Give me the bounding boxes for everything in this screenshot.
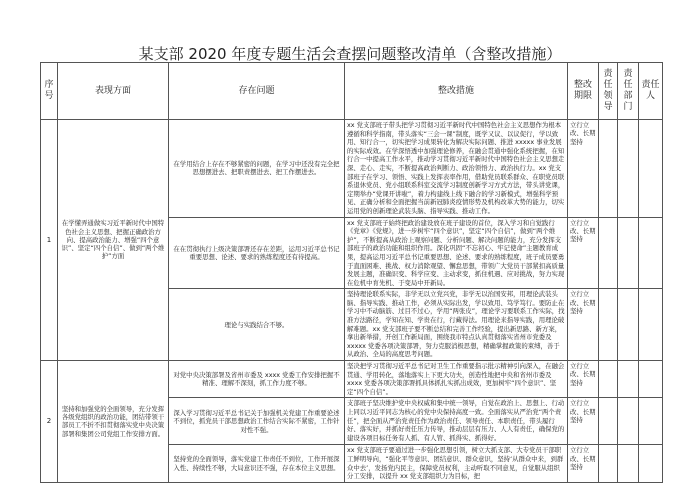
deadline-cell: 立行立改、长期坚持 bbox=[568, 120, 599, 218]
aspect-cell: 坚持和加强党的全面领导，充分发挥各级党组织的政治功能，团结带领干部员工不折不扣贯彻落实党中央决策部署和集团公司党组工作安排方面。 bbox=[58, 361, 169, 483]
deadline-cell: 立行立改、长期坚持 bbox=[568, 217, 599, 289]
leader-cell bbox=[599, 398, 618, 445]
header-deadline: 整改期限 bbox=[568, 63, 599, 120]
problem-cell: 对党中央决策部署及省州市委及 xxxx 党委工作安排把握不精准、理解不深刻，抓工作力度不够。 bbox=[169, 361, 345, 398]
dept-cell bbox=[618, 289, 639, 361]
measure-cell: 支部班子坚决维护党中央权威和集中统一领导，自觉在政治上、思想上、行动上同以习近平同志为核心的党中央保持高度一致。全面落实从严治党“两个责任”，把全面从严治党责任作为政治责任、领导责任、本职责任，带头履行好、落实好，并抓好责任压力传导，推动层层有压力、人人有责任，确保党的建设各项目标任务有人抓、有人管、抓得实、抓得好。 bbox=[345, 398, 568, 445]
measure-cell: 坚持理论联系实际，非学无以立党兴党，非学无以治国安邦，用理论武装头脑、指导实践、推动工作，必须从实际出发，学以致用、笃学笃行。要防止在学习中不动脑筋、过目不过心，学用“两张皮”，理论学习要联系工作实际，找准方法路径，学知在知、学贵在行，行藏得法。用理论来指导实践，用理论破解难题。xx 党支部班子要不断总结和完善工作经验，提出新思路、新方案，拿出新举措，开创工作新局面，围绕我市特点认真贯彻落实省州市党委及 xxxxx 党委各项决策部署，努力克服消极思想，精确掌握政策的束缚，善于从政治、全局的高度思考问题。 bbox=[345, 289, 568, 361]
aspect-cell: 在学懂弄通做实习近平新时代中国特色社会主义思想、把握正确政治方向、提高政治能力、增强“四个意识”、坚定“四个自信”、做到“两个维护”方面 bbox=[58, 120, 169, 361]
header-problem: 存在问题 bbox=[169, 63, 345, 120]
deadline-cell: 立行立改、长期坚持 bbox=[568, 361, 599, 398]
measure-cell: xx 党支部班子要通过进一步强化思想引领，树立大抓支部、大专党员干部职工鲜明导向，“强化平等意识、团结意识、群众意识，坚持‘从群众中来，到群众中去’，发扬党内民主，保障党员权利，主动听取不同意见，自觉服从组织分工安排，以提升 xx 党支部组织力为目标，把 bbox=[345, 445, 568, 482]
deadline-cell: 立行立改、长期坚持 bbox=[568, 445, 599, 482]
header-row bbox=[41, 63, 663, 120]
row-number: 2 bbox=[41, 361, 58, 483]
table-row bbox=[41, 361, 663, 398]
dept-cell bbox=[618, 398, 639, 445]
person-cell bbox=[639, 445, 663, 482]
measure-cell: xx 党支部班子始终把政治建设放在班子建设的首位，深入学习和自觉践行《党章》《党规》，进一步树牢“四个意识”，坚定“四个自信”，做到“两个维护”，不断提高从政治上观察问题、分析问题、解决问题的能力，充分发挥支部班子的政治功能和组织作用。深化巩固“不忘初心、牢记使命”主题教育成果，提高运用习近平总书记重要思想、论述、要求的熟练程度，班子成员要勇于直面困难、挑战、权力消除观望、懈怠思想，带领广大党员干部紧扣高质量发展主题，准确识变、科学应变、主动求变，抓住机遇、应对挑战，努力实现在危机中育先机、于变局中开新局。 bbox=[345, 217, 568, 289]
problem-cell: 在在贯彻执行上级决策部署还存在差距，运用习近平总书记重要思想、论述、要求的熟练程度还有待提高。 bbox=[169, 217, 345, 289]
dept-cell bbox=[618, 217, 639, 289]
problem-cell: 在学用结合上存在不够紧密的问题，在学习中还没有完全把思想摆进去、把职责摆进去、把工作摆进去。 bbox=[169, 120, 345, 218]
leader-cell bbox=[599, 361, 618, 398]
document-title: 某支部 2020 年度专题生活会查摆问题整改清单（含整改措施） bbox=[138, 45, 562, 63]
leader-cell bbox=[599, 120, 618, 218]
leader-cell bbox=[599, 289, 618, 361]
person-cell bbox=[639, 361, 663, 398]
deadline-cell: 立行立改、长期坚持 bbox=[568, 398, 599, 445]
person-cell bbox=[639, 217, 663, 289]
rectification-table bbox=[40, 62, 663, 483]
measure-cell: 坚决把学习贯彻习近平总书记对卫生工作重要指示批示精神引向深入，在融会贯通、学用转化，落地落实上下更大功夫，创造性地把中央和省州市委及 xxxx 党委各项决策部署抓具体抓扎实抓出成效，更加树牢“四个意识”、坚定“四个自信”。 bbox=[345, 361, 568, 398]
person-cell bbox=[639, 398, 663, 445]
dept-cell bbox=[618, 120, 639, 218]
header-person: 责任人 bbox=[639, 63, 663, 120]
row-number: 1 bbox=[41, 120, 58, 361]
deadline-cell: 立行立改、长期坚持 bbox=[568, 289, 599, 361]
dept-cell bbox=[618, 361, 639, 398]
header-no: 序号 bbox=[41, 63, 58, 120]
problem-cell: 理论与实践结合不够。 bbox=[169, 289, 345, 361]
problem-cell: 深入学习贯彻习近平总书记关于加强机关党建工作重要论述不到位，抓党员干部思想政治工作结合实际不紧密，工作针对性不强。 bbox=[169, 398, 345, 445]
leader-cell bbox=[599, 445, 618, 482]
header-dept: 责任部门 bbox=[618, 63, 639, 120]
person-cell bbox=[639, 289, 663, 361]
header-measure: 整改措施 bbox=[345, 63, 568, 120]
header-leader: 责任领导 bbox=[599, 63, 618, 120]
table-row bbox=[41, 120, 663, 218]
dept-cell bbox=[618, 445, 639, 482]
measure-cell: xx 党支部班子带头把学习贯彻习近平新时代中国特色社会主义思想作为根本遵循和科学指南，带头落实“三会一课”制度，既学又议、以议促行，学以致用、知行合一，切实把学习成果转化为解决实际问题、推进 xxxxx 事业发展的实际成效。在学深悟透中加强理论修养，在融会贯通中强化系统把握，在知行合一中提高工作水平，推动学习贯彻习近平新时代中国特色社会主义思想走深、走心、走实，不断提高政治判断力、政治领悟力、政治执行力。xx 党支部班子在学习、领悟、实践上发挥表率作用，借助党员联系群众、在职党员联系退休党员、党小组联系科室交流学习制度创新学习方式方法，带头讲党课，定期举办“党课开讲啦”，着力构建线上线下融合的学习新模式，增强科学预见、正确分析和全面把握当前新冠肺炎疫情形势及机构改革大势的能力，切实运用党的创新理论武装头脑、指导实践、推动工作。 bbox=[345, 120, 568, 218]
problem-cell: 坚持党的全面领导，落实党建工作责任不到位，工作开展深入性、持续性不够，大局意识还不强，存在本位主义思想。 bbox=[169, 445, 345, 482]
header-aspect: 表现方面 bbox=[58, 63, 169, 120]
leader-cell bbox=[599, 217, 618, 289]
person-cell bbox=[639, 120, 663, 218]
